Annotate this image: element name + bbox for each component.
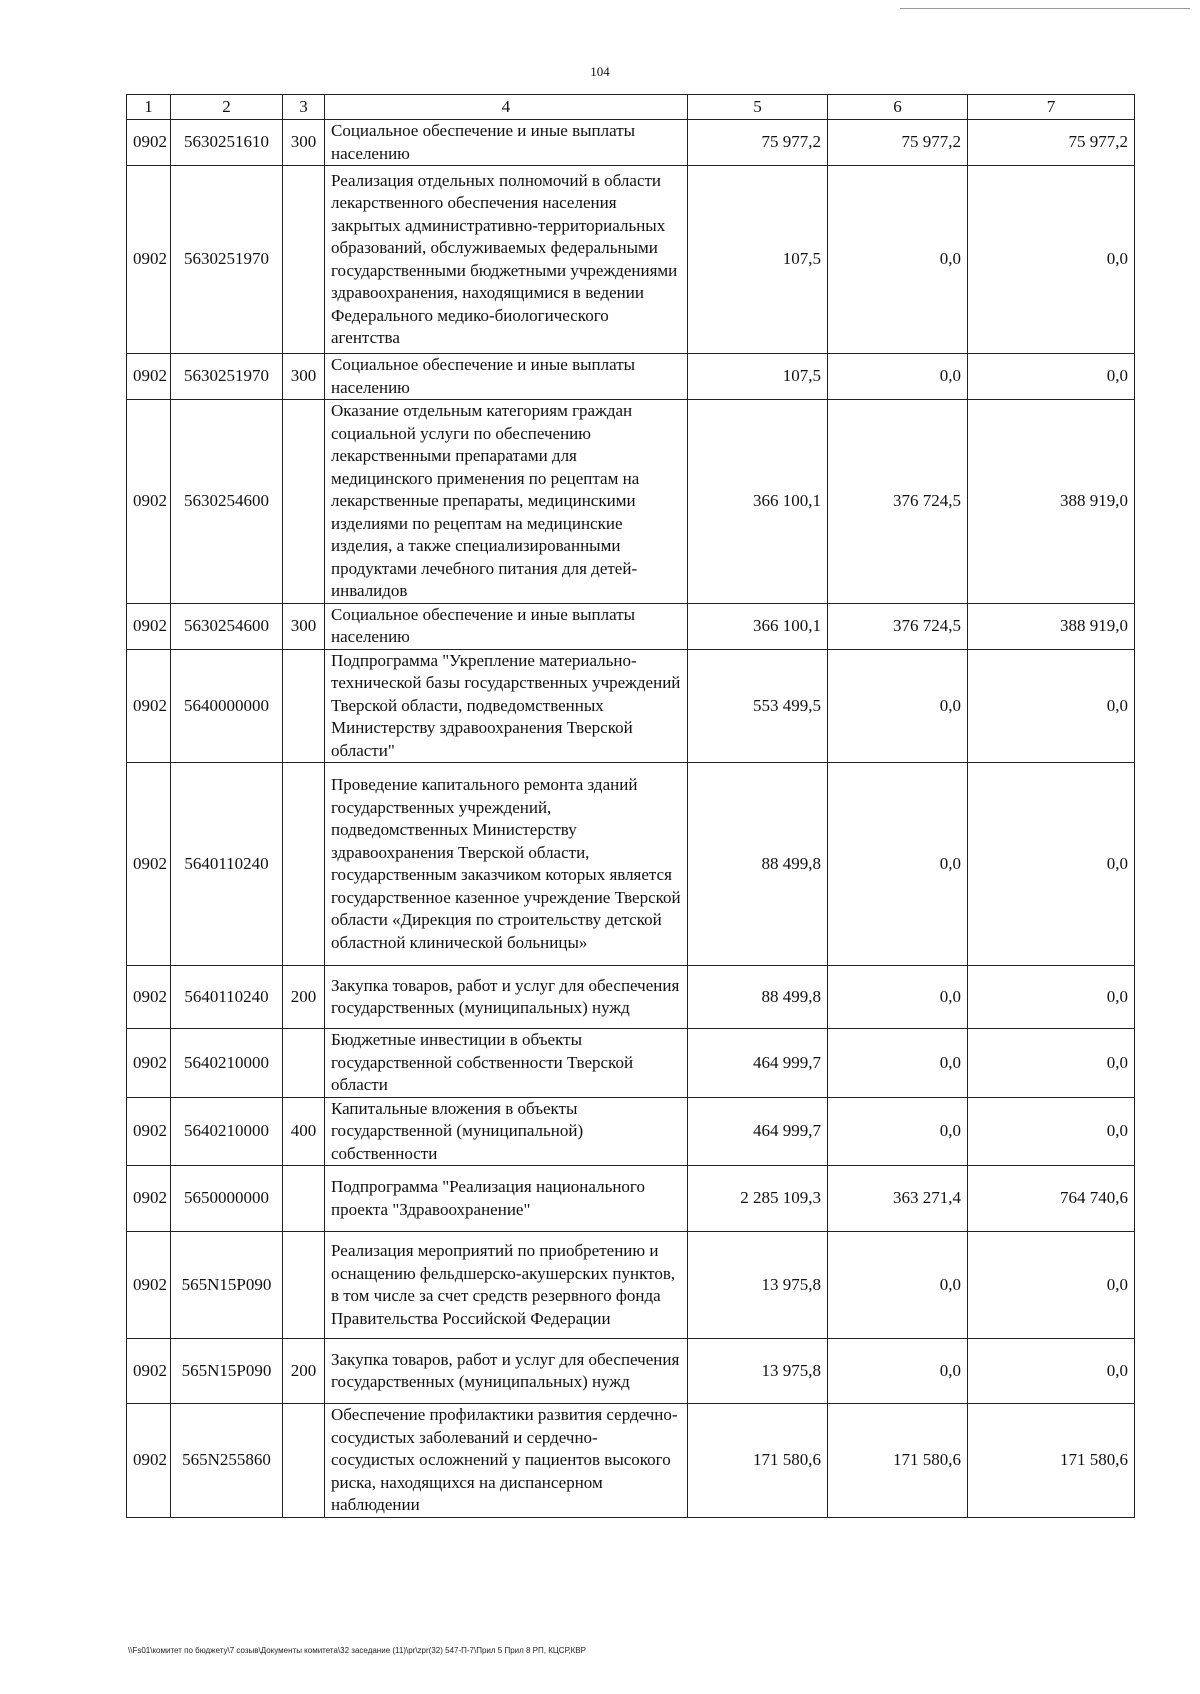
- table-row: [127, 1339, 1135, 1404]
- section-cell: 0902: [127, 120, 171, 166]
- header-col-1: 1: [127, 95, 171, 120]
- target-code-cell: 565N15P090: [171, 1232, 283, 1339]
- table-row: [127, 166, 1135, 354]
- target-code-cell: 5640000000: [171, 649, 283, 763]
- table-row: [127, 649, 1135, 763]
- item-name-cell: Капитальные вложения в объекты государственной (муниципальной) собственности: [325, 1097, 688, 1166]
- amount-col-7-cell: 0,0: [968, 1339, 1135, 1404]
- item-name-cell: Подпрограмма "Укрепление материально-технической базы государственных учреждений Тверской области, подведомственных Министерству здравоохранения Тверской области": [325, 649, 688, 763]
- amount-col-6-cell: 376 724,5: [828, 603, 968, 649]
- item-name-cell: Социальное обеспечение и иные выплаты населению: [325, 354, 688, 400]
- target-code-cell: 565N255860: [171, 1404, 283, 1518]
- expense-type-cell: [283, 166, 325, 354]
- header-col-5: 5: [688, 95, 828, 120]
- target-code-cell: 5630251970: [171, 354, 283, 400]
- target-code-cell: 565N15P090: [171, 1339, 283, 1404]
- table-row: [127, 120, 1135, 166]
- table-row: [127, 400, 1135, 604]
- section-cell: 0902: [127, 649, 171, 763]
- page-number: 104: [590, 64, 610, 79]
- amount-col-5-cell: 366 100,1: [688, 400, 828, 604]
- section-cell: 0902: [127, 166, 171, 354]
- table-row: [127, 966, 1135, 1029]
- table-row: [127, 1097, 1135, 1166]
- item-name-cell: Реализация отдельных полномочий в области лекарственного обеспечения населения закрытых административно-территориальных образований, обслуживаемых федеральными государственными бюджетными учреждениями здравоохранения, находящимися в ведении Федерального медико-биологического агентства: [325, 166, 688, 354]
- amount-col-6-cell: 0,0: [828, 763, 968, 966]
- expense-type-cell: [283, 1232, 325, 1339]
- item-name-cell: Оказание отдельным категориям граждан социальной услуги по обеспечению лекарственными препаратами для медицинского применения по рецептам на лекарственные препараты, медицинскими изделиями по рецептам на медицинские изделия, а также специализированными продуктами лечебного питания для детей-инвалидов: [325, 400, 688, 604]
- amount-col-6-cell: 0,0: [828, 166, 968, 354]
- target-code-cell: 5640210000: [171, 1097, 283, 1166]
- amount-col-7-cell: 0,0: [968, 166, 1135, 354]
- amount-col-7-cell: 75 977,2: [968, 120, 1135, 166]
- expense-type-cell: [283, 400, 325, 604]
- amount-col-5-cell: 464 999,7: [688, 1029, 828, 1098]
- section-cell: 0902: [127, 603, 171, 649]
- budget-table: [126, 94, 1135, 1518]
- amount-col-6-cell: 0,0: [828, 1097, 968, 1166]
- table-row: [127, 1029, 1135, 1098]
- item-name-cell: Закупка товаров, работ и услуг для обеспечения государственных (муниципальных) нужд: [325, 966, 688, 1029]
- expense-type-cell: 200: [283, 1339, 325, 1404]
- amount-col-6-cell: 0,0: [828, 1339, 968, 1404]
- item-name-cell: Бюджетные инвестиции в объекты государственной собственности Тверской области: [325, 1029, 688, 1098]
- amount-col-7-cell: 0,0: [968, 354, 1135, 400]
- amount-col-7-cell: 764 740,6: [968, 1166, 1135, 1232]
- amount-col-5-cell: 75 977,2: [688, 120, 828, 166]
- section-cell: 0902: [127, 354, 171, 400]
- amount-col-7-cell: 0,0: [968, 649, 1135, 763]
- amount-col-7-cell: 388 919,0: [968, 603, 1135, 649]
- amount-col-5-cell: 88 499,8: [688, 966, 828, 1029]
- target-code-cell: 5640110240: [171, 966, 283, 1029]
- target-code-cell: 5640210000: [171, 1029, 283, 1098]
- amount-col-6-cell: 363 271,4: [828, 1166, 968, 1232]
- item-name-cell: Подпрограмма "Реализация национального проекта "Здравоохранение": [325, 1166, 688, 1232]
- amount-col-6-cell: 0,0: [828, 1232, 968, 1339]
- amount-col-6-cell: 75 977,2: [828, 120, 968, 166]
- section-cell: 0902: [127, 763, 171, 966]
- item-name-cell: Социальное обеспечение и иные выплаты населению: [325, 603, 688, 649]
- header-row: [127, 95, 1135, 120]
- amount-col-5-cell: 464 999,7: [688, 1097, 828, 1166]
- amount-col-5-cell: 553 499,5: [688, 649, 828, 763]
- target-code-cell: 5650000000: [171, 1166, 283, 1232]
- header-col-3: 3: [283, 95, 325, 120]
- expense-type-cell: 300: [283, 354, 325, 400]
- amount-col-7-cell: 171 580,6: [968, 1404, 1135, 1518]
- amount-col-5-cell: 2 285 109,3: [688, 1166, 828, 1232]
- amount-col-5-cell: 88 499,8: [688, 763, 828, 966]
- item-name-cell: Проведение капитального ремонта зданий государственных учреждений, подведомственных Министерству здравоохранения Тверской области, государственным заказчиком которых является государственное казенное учреждение Тверской области «Дирекция по строительству детской областной клинической больницы»: [325, 763, 688, 966]
- header-col-4: 4: [325, 95, 688, 120]
- amount-col-6-cell: 376 724,5: [828, 400, 968, 604]
- header-col-6: 6: [828, 95, 968, 120]
- expense-type-cell: 300: [283, 603, 325, 649]
- expense-type-cell: [283, 1404, 325, 1518]
- amount-col-6-cell: 0,0: [828, 649, 968, 763]
- header-col-7: 7: [968, 95, 1135, 120]
- amount-col-7-cell: 0,0: [968, 966, 1135, 1029]
- expense-type-cell: [283, 1166, 325, 1232]
- table-row: [127, 1404, 1135, 1518]
- section-cell: 0902: [127, 1029, 171, 1098]
- amount-col-5-cell: 107,5: [688, 166, 828, 354]
- table-row: [127, 354, 1135, 400]
- amount-col-5-cell: 107,5: [688, 354, 828, 400]
- expense-type-cell: 300: [283, 120, 325, 166]
- target-code-cell: 5630251610: [171, 120, 283, 166]
- item-name-cell: Социальное обеспечение и иные выплаты населению: [325, 120, 688, 166]
- footer-file-path: \\Fs01\комитет по бюджету\7 созыв\Документы комитета\32 заседание (11)\pr\zpr(32) 547-П-7\Прил 5 Прил 8 РП, КЦСР,КВР: [128, 1646, 586, 1655]
- section-cell: 0902: [127, 1166, 171, 1232]
- section-cell: 0902: [127, 1404, 171, 1518]
- amount-col-7-cell: 0,0: [968, 1232, 1135, 1339]
- expense-type-cell: 200: [283, 966, 325, 1029]
- header-col-2: 2: [171, 95, 283, 120]
- section-cell: 0902: [127, 966, 171, 1029]
- amount-col-7-cell: 0,0: [968, 1097, 1135, 1166]
- item-name-cell: Реализация мероприятий по приобретению и оснащению фельдшерско-акушерских пунктов, в том числе за счет средств резервного фонда Правительства Российской Федерации: [325, 1232, 688, 1339]
- target-code-cell: 5630251970: [171, 166, 283, 354]
- amount-col-6-cell: 0,0: [828, 354, 968, 400]
- table-row: [127, 1232, 1135, 1339]
- target-code-cell: 5640110240: [171, 763, 283, 966]
- expense-type-cell: 400: [283, 1097, 325, 1166]
- target-code-cell: 5630254600: [171, 400, 283, 604]
- table-row: [127, 603, 1135, 649]
- amount-col-7-cell: 0,0: [968, 1029, 1135, 1098]
- section-cell: 0902: [127, 1097, 171, 1166]
- section-cell: 0902: [127, 400, 171, 604]
- target-code-cell: 5630254600: [171, 603, 283, 649]
- section-cell: 0902: [127, 1232, 171, 1339]
- amount-col-6-cell: 171 580,6: [828, 1404, 968, 1518]
- table-row: [127, 1166, 1135, 1232]
- amount-col-5-cell: 366 100,1: [688, 603, 828, 649]
- amount-col-5-cell: 13 975,8: [688, 1232, 828, 1339]
- amount-col-6-cell: 0,0: [828, 966, 968, 1029]
- expense-type-cell: [283, 649, 325, 763]
- amount-col-5-cell: 13 975,8: [688, 1339, 828, 1404]
- expense-type-cell: [283, 763, 325, 966]
- amount-col-7-cell: 388 919,0: [968, 400, 1135, 604]
- table-row: [127, 763, 1135, 966]
- amount-col-7-cell: 0,0: [968, 763, 1135, 966]
- expense-type-cell: [283, 1029, 325, 1098]
- amount-col-6-cell: 0,0: [828, 1029, 968, 1098]
- amount-col-5-cell: 171 580,6: [688, 1404, 828, 1518]
- section-cell: 0902: [127, 1339, 171, 1404]
- scan-edge-line: [900, 8, 1190, 9]
- item-name-cell: Обеспечение профилактики развития сердечно-сосудистых заболеваний и сердечно-сосудистых осложнений у пациентов высокого риска, находящихся на диспансерном наблюдении: [325, 1404, 688, 1518]
- item-name-cell: Закупка товаров, работ и услуг для обеспечения государственных (муниципальных) нужд: [325, 1339, 688, 1404]
